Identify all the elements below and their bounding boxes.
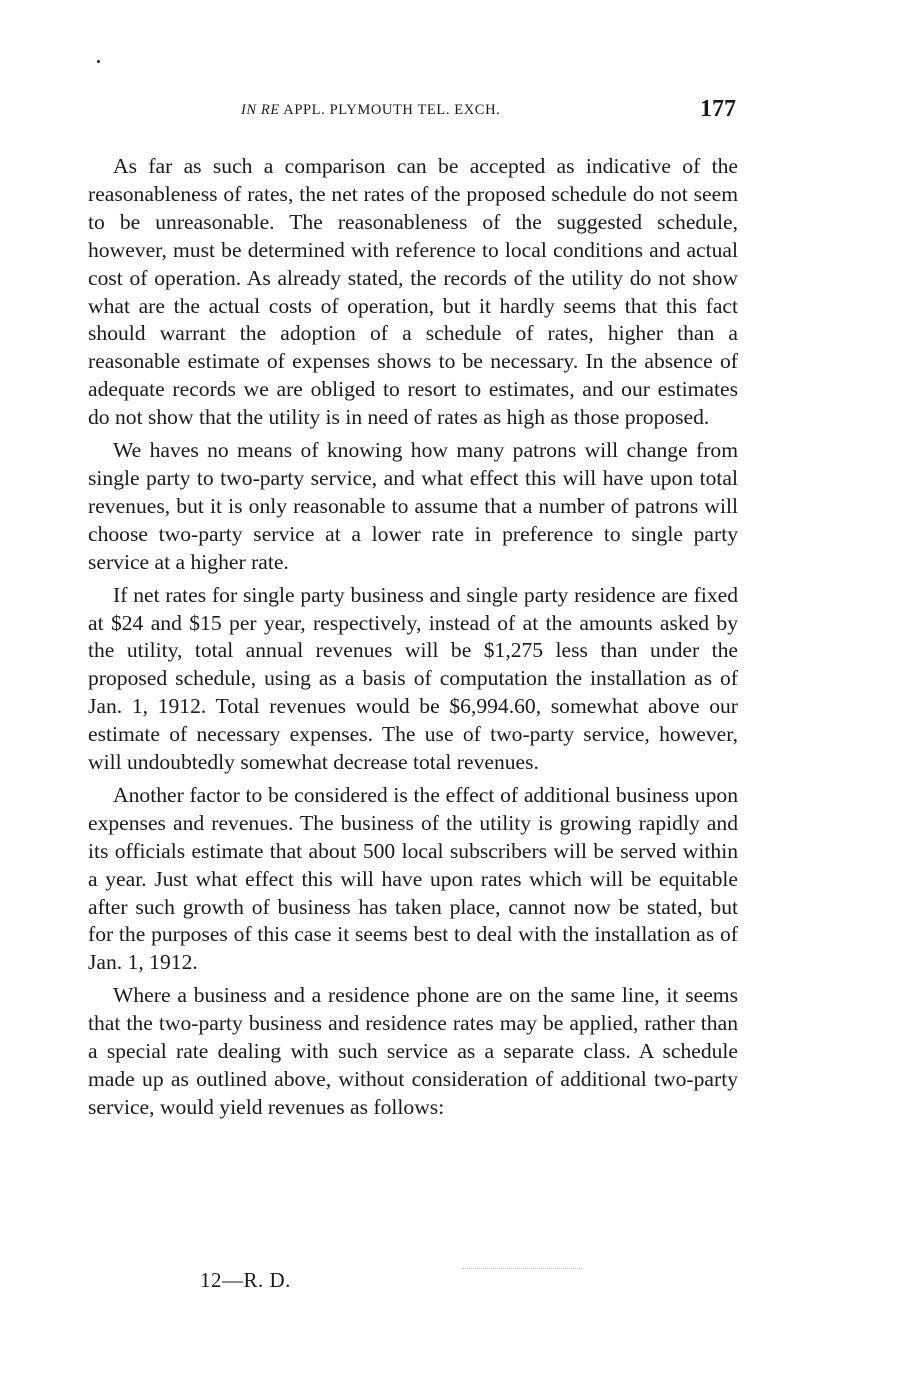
print-speck xyxy=(97,60,100,63)
body-text xyxy=(88,153,738,1127)
paragraph: We haves no means of knowing how many patrons will change from single party to two-party service, and what effect this will have upon total revenues, but it is only reasonable to assume that a number of patrons will choose two-party service at a lower rate in preference to single party service at a higher rate. xyxy=(88,438,738,574)
signature-mark: 12—R. D. xyxy=(200,1268,291,1292)
running-title-italic: IN RE xyxy=(241,102,280,118)
paragraph: As far as such a comparison can be accepted as indicative of the reasonableness of rates, the net rates of the proposed schedule do not seem to be unreasonable. The reasonableness of the suggested schedule, however, must be determined with reference to local conditions and actual cost of operation. As already stated, the records of the utility do not show what are the actual costs of operation, but it hardly seems that this fact should warrant the adoption of a schedule of rates, higher than a reasonable estimate of expenses shows to be necessary. In the absence of adequate records we are obliged to resort to estimates, and our estimates do not show that the utility is in need of rates as high as those proposed. xyxy=(88,154,738,430)
paragraph: Another factor to be considered is the effect of additional business upon expenses and revenues. The business of the utility is growing rapidly and its officials estimate that about 500 local subscribers will be served within a year. Just what effect this will have upon rates which will be equitable after such growth of business has taken place, cannot now be stated, but for the purposes of this case it seems best to deal with the installation as of Jan. 1, 1912. xyxy=(88,782,738,975)
paragraph: If net rates for single party business and single party residence are fixed at $24 and $15 per year, respectively, instead of at the amounts asked by the utility, total annual revenues will be $1,275 less than under the proposed schedule, using as a basis of computation the installation as of Jan. 1, 1912. Total revenues would be $6,994.60, somewhat above our estimate of necessary expenses. The use of two-party service, however, will undoubtedly somewhat decrease total revenues. xyxy=(88,582,738,775)
page-header xyxy=(88,96,738,128)
page-number: 177 xyxy=(700,96,736,122)
running-title-rest: APPL. PLYMOUTH TEL. EXCH. xyxy=(283,102,501,118)
running-title xyxy=(241,102,500,119)
paragraph: Where a business and a residence phone are on the same line, it seems that the two-party business and residence rates may be applied, rather than a special rate dealing with such service as a separate class. A schedule made up as outlined above, without consideration of additional two-party service, would yield revenues as follows: xyxy=(88,983,738,1119)
faint-scan-mark xyxy=(462,1268,582,1270)
